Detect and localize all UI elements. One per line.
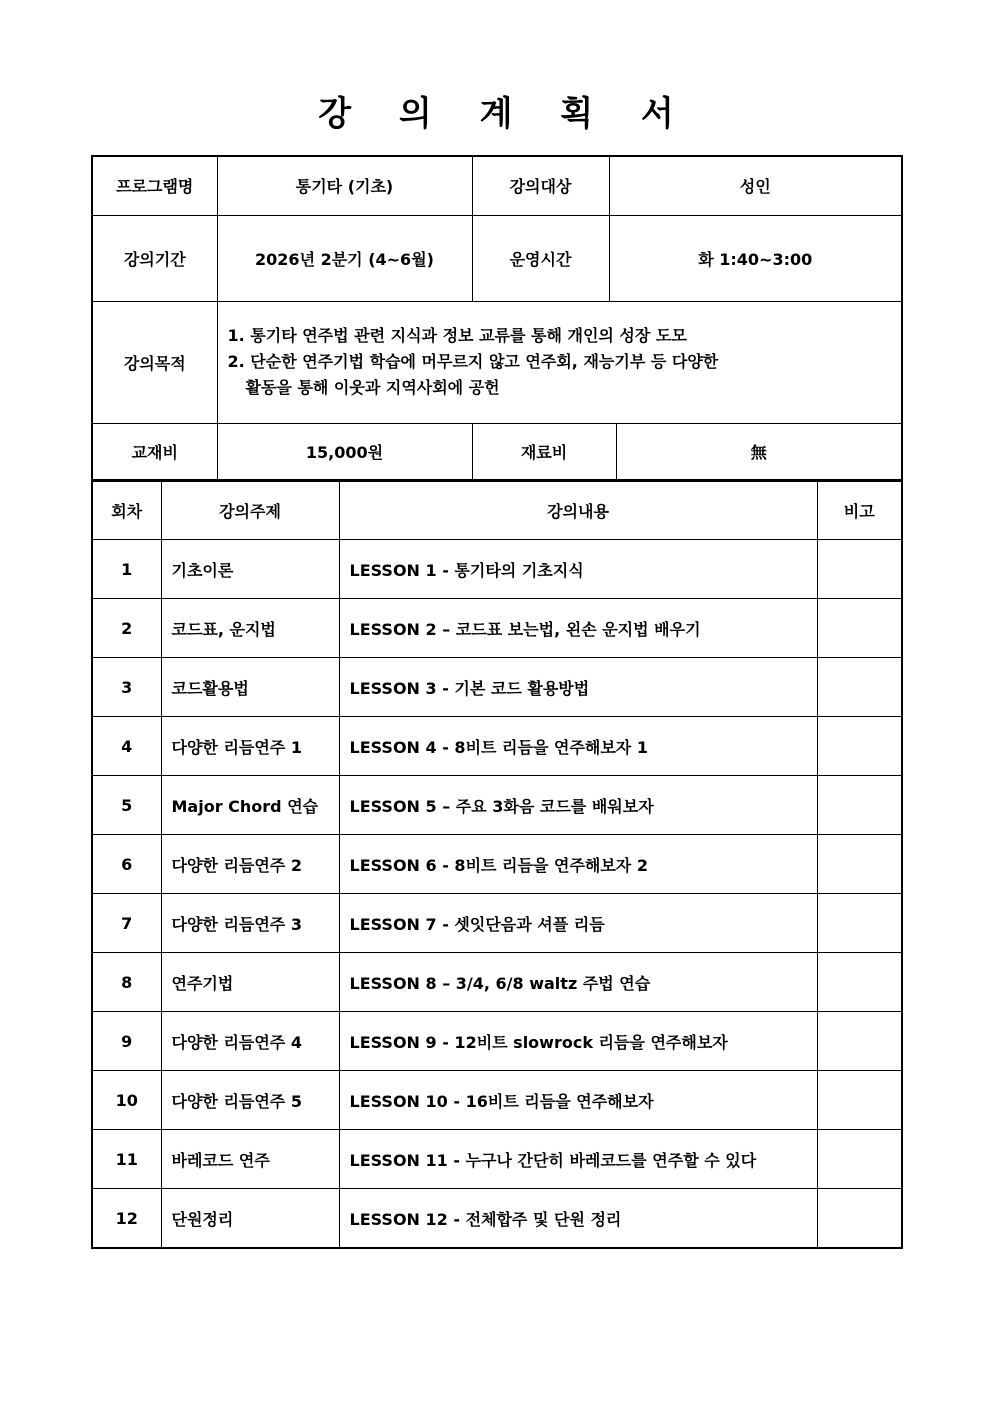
session-note: [817, 658, 902, 717]
session-topic: 기초이론: [161, 540, 339, 599]
session-note: [817, 835, 902, 894]
session-number: 1: [92, 540, 161, 599]
session-topic: 다양한 리듬연주 3: [161, 894, 339, 953]
goal-line-1: 1. 통기타 연주법 관련 지식과 정보 교류를 통해 개인의 성장 도모: [227, 326, 687, 345]
textbook-label: 교재비: [92, 423, 217, 480]
session-note: [817, 953, 902, 1012]
header-topic: 강의주제: [161, 481, 339, 540]
session-topic: 연주기법: [161, 953, 339, 1012]
table-row: [92, 1071, 902, 1130]
target-value: 성인: [609, 156, 902, 215]
session-note: [817, 599, 902, 658]
page-title: 강 의 계 획 서: [318, 94, 692, 134]
table-row: [92, 894, 902, 953]
session-topic: 단원정리: [161, 1189, 339, 1249]
session-content: LESSON 3 - 기본 코드 활용방법: [339, 658, 817, 717]
session-note: [817, 540, 902, 599]
session-topic: Major Chord 연습: [161, 776, 339, 835]
course-info-table: [91, 155, 903, 482]
session-number: 10: [92, 1071, 161, 1130]
schedule-header-row: [92, 481, 902, 540]
goal-text: [217, 301, 902, 423]
schedule-table: [91, 480, 903, 1249]
table-row: [92, 599, 902, 658]
session-content: LESSON 6 - 8비트 리듬을 연주해보자 2: [339, 835, 817, 894]
session-topic: 다양한 리듬연주 4: [161, 1012, 339, 1071]
session-number: 3: [92, 658, 161, 717]
session-number: 4: [92, 717, 161, 776]
material-value: 無: [616, 423, 902, 480]
session-content: LESSON 8 – 3/4, 6/8 waltz 주법 연습: [339, 953, 817, 1012]
session-topic: 코드표, 운지법: [161, 599, 339, 658]
session-content: LESSON 5 – 주요 3화음 코드를 배워보자: [339, 776, 817, 835]
session-content: LESSON 1 - 통기타의 기초지식: [339, 540, 817, 599]
goal-label: 강의목적: [92, 301, 217, 423]
session-content: LESSON 9 - 12비트 slowrock 리듬을 연주해보자: [339, 1012, 817, 1071]
header-note: 비고: [817, 481, 902, 540]
goal-line-3: 활동을 통해 이웃과 지역사회에 공헌: [245, 378, 500, 397]
session-topic: 다양한 리듬연주 2: [161, 835, 339, 894]
session-number: 11: [92, 1130, 161, 1189]
session-topic: 다양한 리듬연주 1: [161, 717, 339, 776]
session-note: [817, 717, 902, 776]
session-number: 7: [92, 894, 161, 953]
period-label: 강의기간: [92, 215, 217, 301]
session-content: LESSON 2 – 코드표 보는법, 왼손 운지법 배우기: [339, 599, 817, 658]
goal-line-2: 2. 단순한 연주기법 학습에 머무르지 않고 연주회, 재능기부 등 다양한: [227, 352, 719, 371]
header-content: 강의내용: [339, 481, 817, 540]
session-number: 6: [92, 835, 161, 894]
session-note: [817, 1071, 902, 1130]
session-topic: 바레코드 연주: [161, 1130, 339, 1189]
session-content: LESSON 12 - 전체합주 및 단원 정리: [339, 1189, 817, 1249]
session-topic: 다양한 리듬연주 5: [161, 1071, 339, 1130]
material-label: 재료비: [472, 423, 616, 480]
table-row: [92, 658, 902, 717]
period-value: 2026년 2분기 (4~6월): [217, 215, 472, 301]
session-note: [817, 1012, 902, 1071]
session-note: [817, 1130, 902, 1189]
table-row: [92, 540, 902, 599]
session-note: [817, 894, 902, 953]
session-topic: 코드활용법: [161, 658, 339, 717]
session-number: 5: [92, 776, 161, 835]
hours-label: 운영시간: [472, 215, 609, 301]
program-label: 프로그램명: [92, 156, 217, 215]
session-content: LESSON 7 - 셋잇단음과 셔플 리듬: [339, 894, 817, 953]
textbook-value: 15,000원: [217, 423, 472, 480]
session-content: LESSON 11 - 누구나 간단히 바레코드를 연주할 수 있다: [339, 1130, 817, 1189]
session-number: 2: [92, 599, 161, 658]
session-number: 8: [92, 953, 161, 1012]
table-row: [92, 953, 902, 1012]
table-row: [92, 1130, 902, 1189]
session-content: LESSON 4 - 8비트 리듬을 연주해보자 1: [339, 717, 817, 776]
header-session: 회차: [92, 481, 161, 540]
target-label: 강의대상: [472, 156, 609, 215]
table-row: [92, 1189, 902, 1249]
program-value: 통기타 (기초): [217, 156, 472, 215]
session-note: [817, 776, 902, 835]
session-content: LESSON 10 - 16비트 리듬을 연주해보자: [339, 1071, 817, 1130]
session-note: [817, 1189, 902, 1249]
session-number: 9: [92, 1012, 161, 1071]
table-row: [92, 1012, 902, 1071]
hours-value: 화 1:40~3:00: [609, 215, 902, 301]
session-number: 12: [92, 1189, 161, 1249]
table-row: [92, 717, 902, 776]
table-row: [92, 835, 902, 894]
table-row: [92, 776, 902, 835]
